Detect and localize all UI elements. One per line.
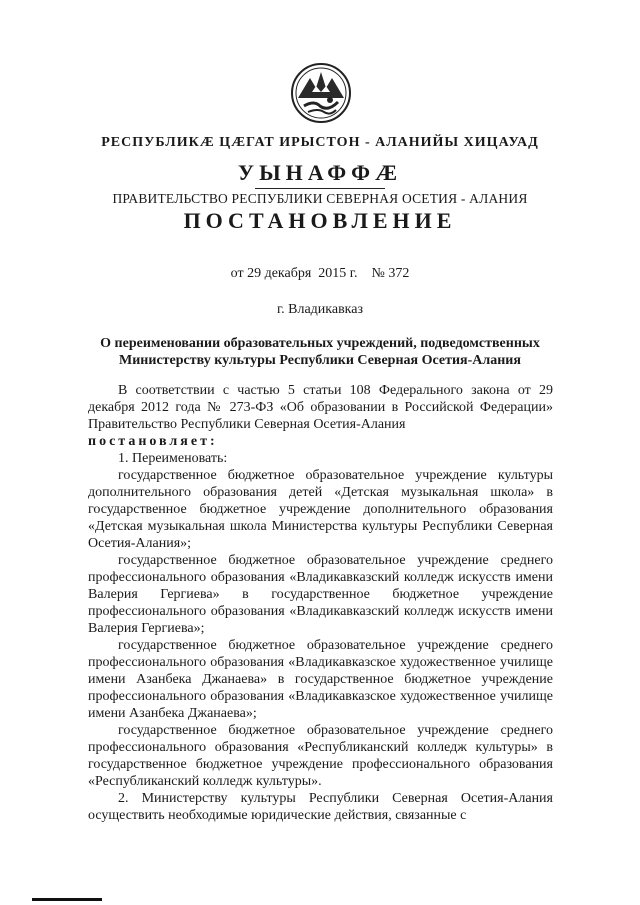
document-title: О переименовании образовательных учреждений, подведомственных Министерству культуры Республики Северная Осетия-Алания — [100, 336, 540, 368]
document-body — [88, 382, 553, 824]
footer-mark — [32, 898, 102, 901]
postanovlyaet-label: постановляет: — [88, 434, 218, 449]
coat-of-arms-emblem — [290, 62, 352, 124]
paragraph-arts-college: государственное бюджетное образовательное учреждение среднего профессионального образования «Владикавказский колледж искусств имени Валерия Гергиева» в государственное бюджетное учреждение профессионального образования «Владикавказский колледж искусств имени Валерия Гергиева»; — [88, 553, 553, 636]
paragraph-art-school: государственное бюджетное образовательное учреждение среднего профессионального образования «Владикавказское художественное училище имени Азанбека Джанаева» в государственное бюджетное учреждение профессионального образования «Владикавказское художественное училище имени Азанбека Джанаева»; — [88, 638, 553, 721]
header-unaffae: УЫНАФФÆ — [237, 160, 403, 185]
header-divider — [255, 188, 385, 189]
paragraph-item-2: 2. Министерству культуры Республики Северная Осетия-Алания осуществить необходимые юридические действия, связанные с — [88, 791, 553, 823]
header-postanovlenie: ПОСТАНОВЛЕНИЕ — [183, 208, 457, 233]
header-republic-ossetian: РЕСПУБЛИКÆ ЦÆГАТ ИРЫСТОН - АЛАНИЙЫ ХИЦАУАД — [101, 135, 539, 150]
paragraph-culture-college: государственное бюджетное образовательное учреждение среднего профессионального образования «Республиканский колледж культуры» в государственное бюджетное учреждение профессионального образования «Республиканский колледж культуры». — [88, 723, 553, 789]
paragraph-intro: В соответствии с частью 5 статьи 108 Федерального закона от 29 декабря 2012 года № 273-ФЗ «Об образовании в Российской Федерации» Правительство Республики Северная Осетия-Алания — [88, 383, 553, 432]
date-and-number: от 29 декабря 2015 г. № 372 — [230, 266, 410, 281]
header-government-russian: ПРАВИТЕЛЬСТВО РЕСПУБЛИКИ СЕВЕРНАЯ ОСЕТИЯ - АЛАНИЯ — [112, 191, 528, 206]
paragraph-music-school: государственное бюджетное образовательное учреждение культуры дополнительного образования детей «Детская музыкальная школа» в государственное бюджетное учреждение дополнительного образования «Детская музыкальная школа Министерства культуры Республики Северная Осетия-Алания»; — [88, 468, 553, 551]
city: г. Владикавказ — [276, 302, 364, 317]
item-1-heading: 1. Переименовать: — [118, 451, 228, 466]
